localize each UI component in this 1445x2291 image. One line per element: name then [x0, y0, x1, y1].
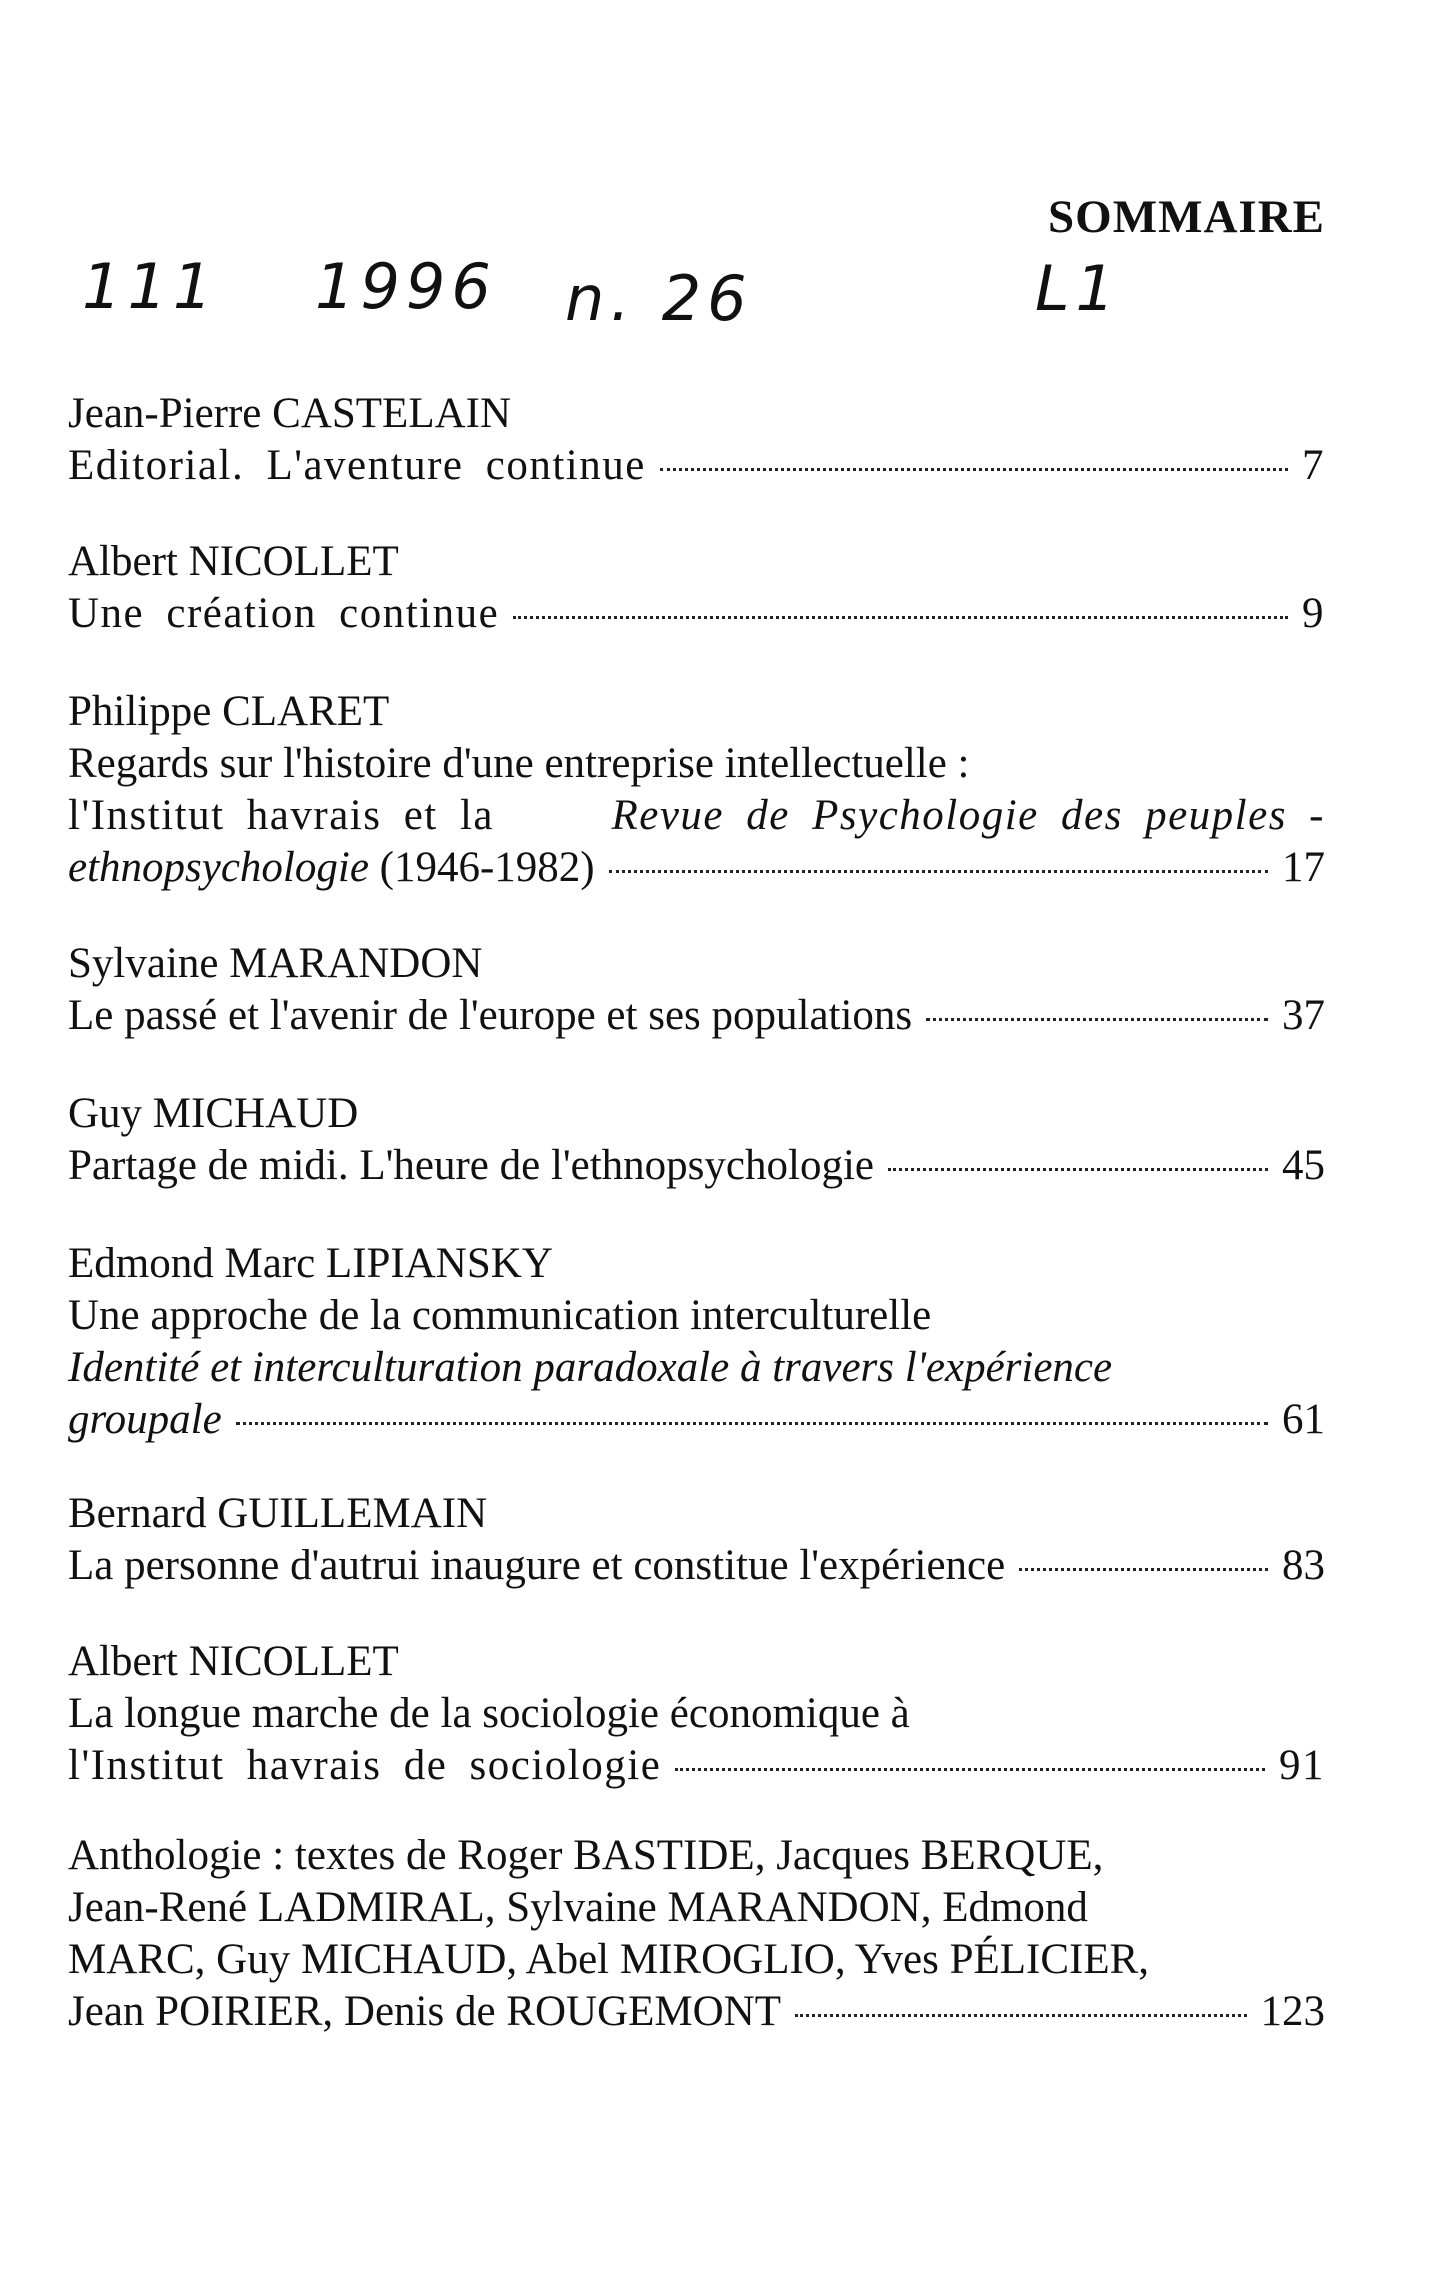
- journal-title: Revue de Psychologie des peuples -: [611, 792, 1325, 839]
- entry-title-line: [68, 440, 1325, 492]
- entry-page-number: 45: [1282, 1142, 1325, 1189]
- toc-entry: [68, 1636, 1325, 1792]
- toc-entry: [68, 1088, 1325, 1192]
- entry-page-number: 61: [1282, 1396, 1325, 1443]
- anthology-line-1: Anthologie : textes de Roger BASTIDE, Jacques BERQUE,: [68, 1832, 1104, 1879]
- entry-title-line-1: La longue marche de la sociologie économique à: [68, 1690, 910, 1737]
- entry-title-line: [68, 1540, 1325, 1592]
- toc-entry: [68, 1238, 1325, 1446]
- entry-title: Editorial. L'aventure continue: [68, 442, 646, 489]
- leader-dots: [675, 1768, 1265, 1771]
- leader-dots: [888, 1168, 1268, 1171]
- entry-page-number: 91: [1279, 1742, 1325, 1789]
- entry-title-line-2: [68, 790, 1325, 842]
- leader-dots: [660, 468, 1288, 471]
- toc-entry: [68, 388, 1325, 492]
- entry-title-line: [68, 1140, 1325, 1192]
- entry-title: La personne d'autrui inaugure et constitue l'expérience: [68, 1542, 1006, 1589]
- handwritten-number: n. 26: [565, 262, 753, 335]
- leader-dots: [236, 1422, 1268, 1425]
- entry-page-number: 83: [1282, 1542, 1325, 1589]
- entry-author: Philippe CLARET: [68, 688, 390, 735]
- entry-title-line-3: [68, 842, 1325, 894]
- entry-author: Albert NICOLLET: [68, 538, 399, 585]
- entry-subtitle-cont: groupale: [68, 1396, 222, 1443]
- toc-entry: [68, 1488, 1325, 1592]
- toc-entry: [68, 536, 1325, 640]
- entry-title-line-1: Une approche de la communication interculturelle: [68, 1292, 932, 1339]
- leader-dots: [609, 870, 1268, 873]
- leader-dots: [926, 1018, 1268, 1021]
- entry-page-number: 17: [1282, 844, 1325, 891]
- anthology-line-3: MARC, Guy MICHAUD, Abel MIROGLIO, Yves PÉLICIER,: [68, 1936, 1150, 1983]
- leader-dots: [1019, 1568, 1268, 1571]
- entry-subtitle: Identité et interculturation paradoxale à travers l'expérience: [68, 1344, 1113, 1391]
- leader-dots: [795, 2014, 1246, 2017]
- anthology-line-2: Jean-René LADMIRAL, Sylvaine MARANDON, Edmond: [68, 1884, 1088, 1931]
- entry-author: Sylvaine MARANDON: [68, 940, 483, 987]
- handwritten-volume: 111: [82, 250, 219, 323]
- anthology-line-4: [68, 1986, 1325, 2038]
- entry-page-number: 37: [1282, 992, 1325, 1039]
- entry-title-line: [68, 990, 1325, 1042]
- leader-dots: [513, 616, 1288, 619]
- entry-author: Edmond Marc LIPIANSKY: [68, 1240, 553, 1287]
- journal-title-cont: ethnopsychologie: [68, 844, 369, 891]
- entry-page-number: 123: [1260, 1988, 1325, 2035]
- entry-title-line-3-text: [68, 842, 595, 894]
- entry-title-line-3: [68, 1394, 1325, 1446]
- toc-entry: [68, 938, 1325, 1042]
- entry-author: Jean-Pierre CASTELAIN: [68, 390, 512, 437]
- anthology-authors-end: Jean POIRIER, Denis de ROUGEMONT: [68, 1988, 782, 2035]
- entry-title-text: l'Institut havrais et la: [68, 792, 495, 839]
- entry-page-number: 9: [1302, 590, 1325, 637]
- entry-title: Une création continue: [68, 590, 500, 637]
- entry-page-number: 7: [1302, 442, 1325, 489]
- page-title: SOMMAIRE: [1048, 191, 1325, 243]
- entry-author: Guy MICHAUD: [68, 1090, 359, 1137]
- anthology-entry: [68, 1830, 1325, 2038]
- handwritten-code: L1: [1035, 252, 1121, 325]
- toc-entry: [68, 686, 1325, 894]
- entry-title-line-2: [68, 1740, 1325, 1792]
- entry-title: Le passé et l'avenir de l'europe et ses populations: [68, 992, 913, 1039]
- entry-years: (1946-1982): [379, 844, 595, 891]
- entry-author: Bernard GUILLEMAIN: [68, 1490, 488, 1537]
- entry-title-line-1: Regards sur l'histoire d'une entreprise intellectuelle :: [68, 740, 970, 787]
- entry-title-line: [68, 588, 1325, 640]
- entry-author: Albert NICOLLET: [68, 1638, 399, 1685]
- entry-title: Partage de midi. L'heure de l'ethnopsychologie: [68, 1142, 874, 1189]
- entry-title: l'Institut havrais de sociologie: [68, 1742, 662, 1789]
- handwritten-year: 1996: [315, 250, 497, 323]
